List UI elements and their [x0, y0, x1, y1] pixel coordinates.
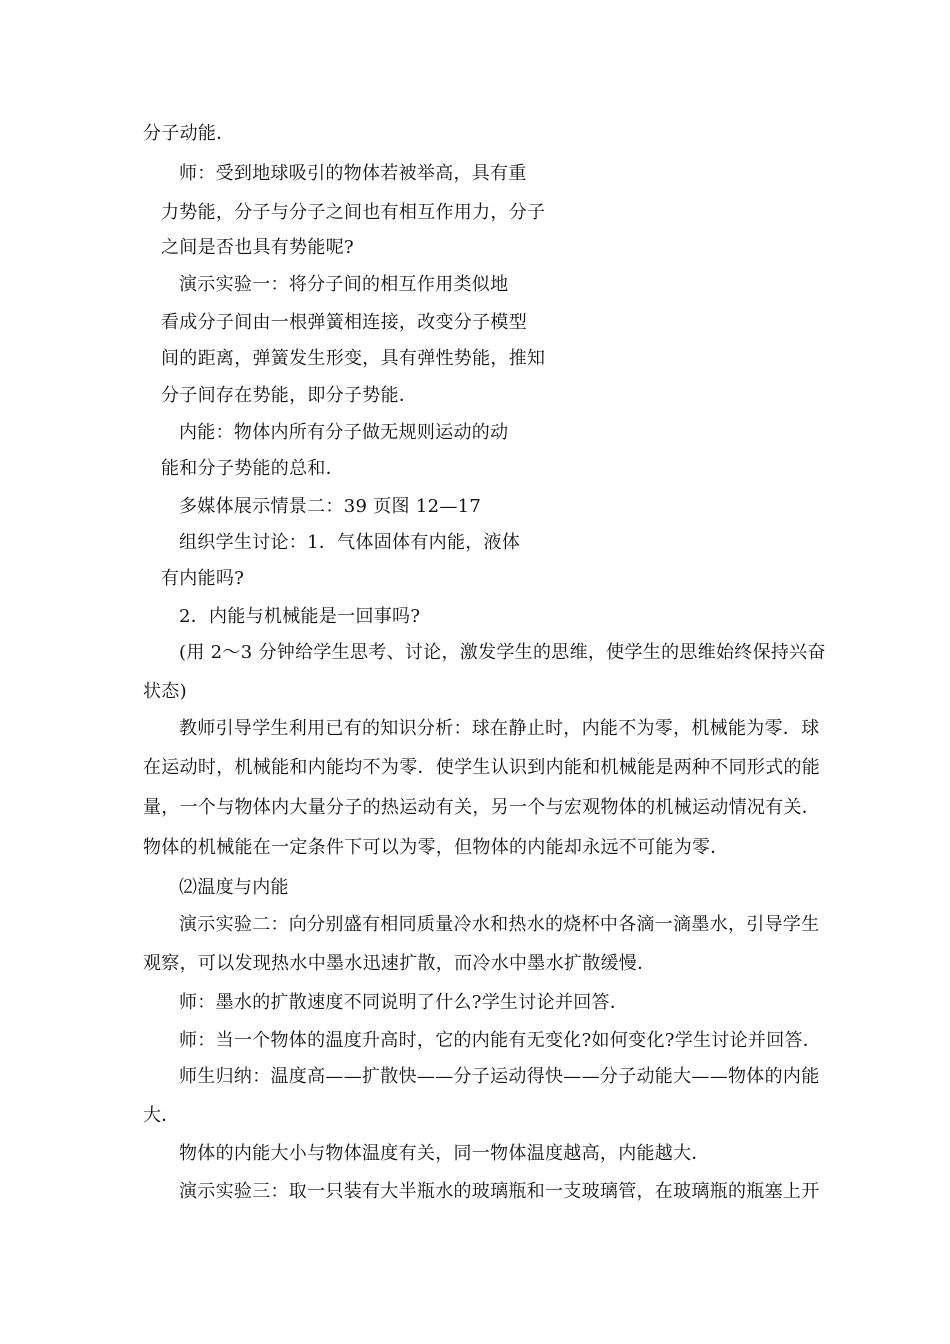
text-line: 师生归纳：温度高——扩散快——分子运动得快——分子动能大——物体的内能 — [179, 1066, 820, 1087]
text-line: 力势能，分子与分子之间也有相互作用力，分子 — [161, 202, 546, 223]
text-line: 物体的机械能在一定条件下可以为零，但物体的内能却永远不可能为零． — [143, 837, 729, 858]
text-line: 之间是否也具有势能呢? — [161, 237, 354, 258]
text-line: 师：当一个物体的温度升高时，它的内能有无变化?如何变化?学生讨论并回答． — [179, 1030, 822, 1051]
text-line: 量，一个与物体内大量分子的热运动有关，另一个与宏观物体的机械运动情况有关． — [143, 797, 821, 818]
text-line: 教师引导学生利用已有的知识分析：球在静止时，内能不为零，机械能为零．球 — [179, 718, 820, 739]
text-line: 师：墨水的扩散速度不同说明了什么?学生讨论并回答． — [179, 992, 629, 1013]
text-line: ⑵温度与内能 — [179, 877, 289, 898]
text-line: 演示实验三：取一只装有大半瓶水的玻璃瓶和一支玻璃管，在玻璃瓶的瓶塞上开 — [179, 1181, 820, 1202]
text-line: 多媒体展示情景二：39 页图 12—17 — [179, 496, 482, 517]
text-line: 有内能吗? — [161, 568, 245, 589]
text-line: (用 2～3 分钟给学生思考、讨论，激发学生的思维，使学生的思维始终保持兴奋 — [179, 642, 826, 663]
text-line: 组织学生讨论：1．气体固体有内能，液体 — [179, 532, 521, 553]
text-line: 在运动时，机械能和内能均不为零．使学生认识到内能和机械能是两种不同形式的能 — [143, 757, 821, 778]
text-line: 内能：物体内所有分子做无规则运动的动 — [179, 422, 509, 443]
text-line: 看成分子间由一根弹簧相连接，改变分子模型 — [161, 312, 527, 333]
text-line: 状态) — [143, 681, 187, 702]
text-line: 演示实验二：向分别盛有相同质量冷水和热水的烧杯中各滴一滴墨水，引导学生 — [179, 914, 820, 935]
text-line: 师：受到地球吸引的物体若被举高，具有重 — [179, 163, 527, 184]
text-line: 分子动能． — [143, 123, 235, 144]
text-line: 演示实验一：将分子间的相互作用类似地 — [179, 274, 509, 295]
text-line: 分子间存在势能，即分子势能． — [161, 385, 418, 406]
text-line: 观察，可以发现热水中墨水迅速扩散，而冷水中墨水扩散缓慢． — [143, 953, 656, 974]
text-line: 能和分子势能的总和． — [161, 458, 344, 479]
text-line: 间的距离，弹簧发生形变，具有弹性势能，推知 — [161, 348, 546, 369]
text-line: 大． — [143, 1105, 180, 1126]
text-line: 物体的内能大小与物体温度有关，同一物体温度越高，内能越大． — [179, 1143, 710, 1164]
text-line: 2．内能与机械能是一回事吗? — [179, 606, 421, 627]
